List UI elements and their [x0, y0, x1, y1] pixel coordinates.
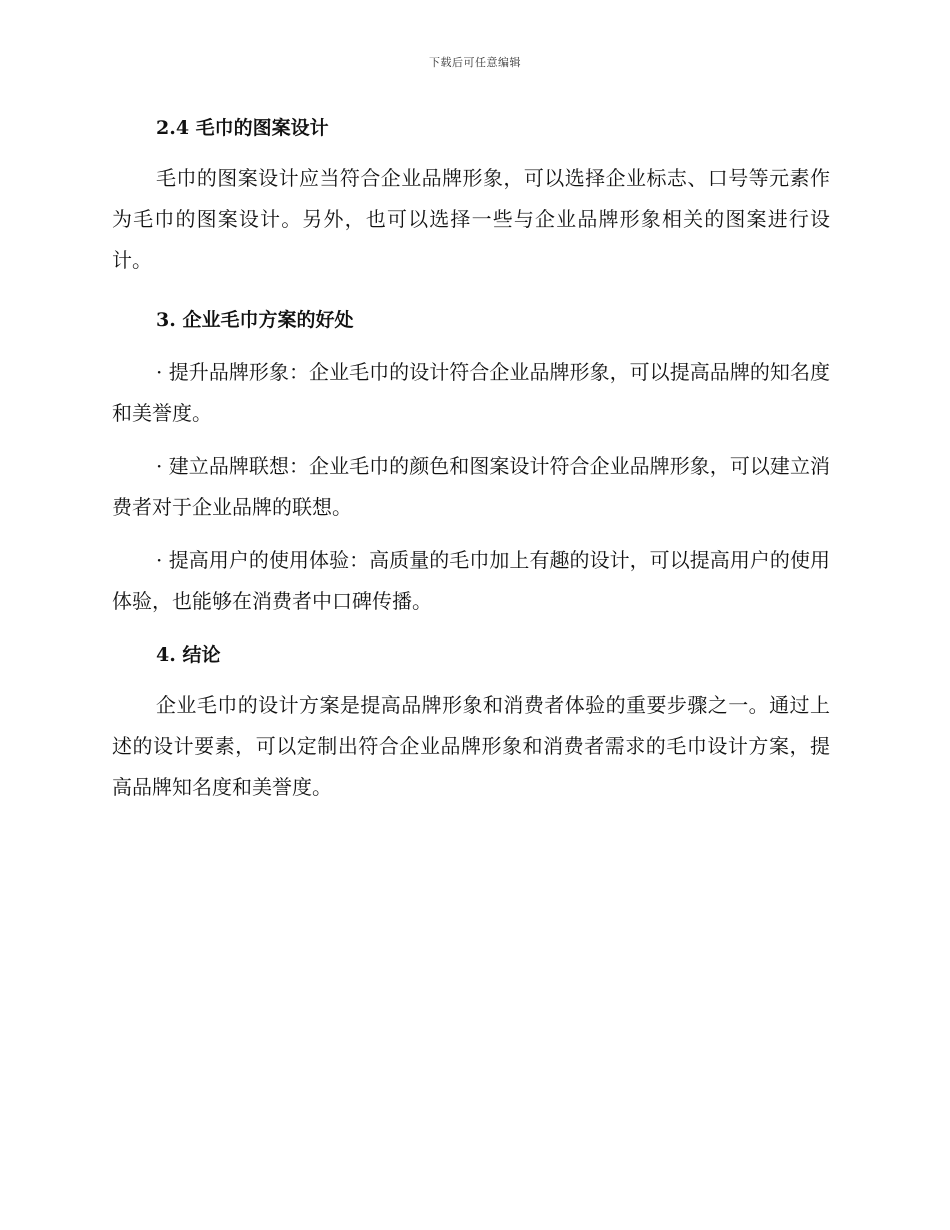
section-heading-benefits: 3. 企业毛巾方案的好处 — [156, 309, 354, 331]
benefit-item-brand-association: · 建立品牌联想：企业毛巾的颜色和图案设计符合企业品牌形象，可以建立消费者对于企业品牌的联想。 — [112, 454, 830, 519]
document-body — [112, 108, 830, 808]
section-heading-pattern-design: 2.4 毛巾的图案设计 — [156, 117, 329, 139]
benefit-item-user-experience: · 提高用户的使用体验：高质量的毛巾加上有趣的设计，可以提高用户的使用体验，也能够在消费者中口碑传播。 — [112, 548, 830, 613]
section-heading-conclusion: 4. 结论 — [156, 644, 221, 666]
paragraph-pattern-design: 毛巾的图案设计应当符合企业品牌形象，可以选择企业标志、口号等元素作为毛巾的图案设计。另外，也可以选择一些与企业品牌形象相关的图案进行设计。 — [112, 166, 830, 272]
benefit-item-brand-image: · 提升品牌形象：企业毛巾的设计符合企业品牌形象，可以提高品牌的知名度和美誉度。 — [112, 360, 830, 425]
page-header-note: 下载后可任意编辑 — [429, 56, 521, 69]
paragraph-conclusion: 企业毛巾的设计方案是提高品牌形象和消费者体验的重要步骤之一。通过上述的设计要素，可以定制出符合企业品牌形象和消费者需求的毛巾设计方案，提高品牌知名度和美誉度。 — [112, 693, 830, 799]
